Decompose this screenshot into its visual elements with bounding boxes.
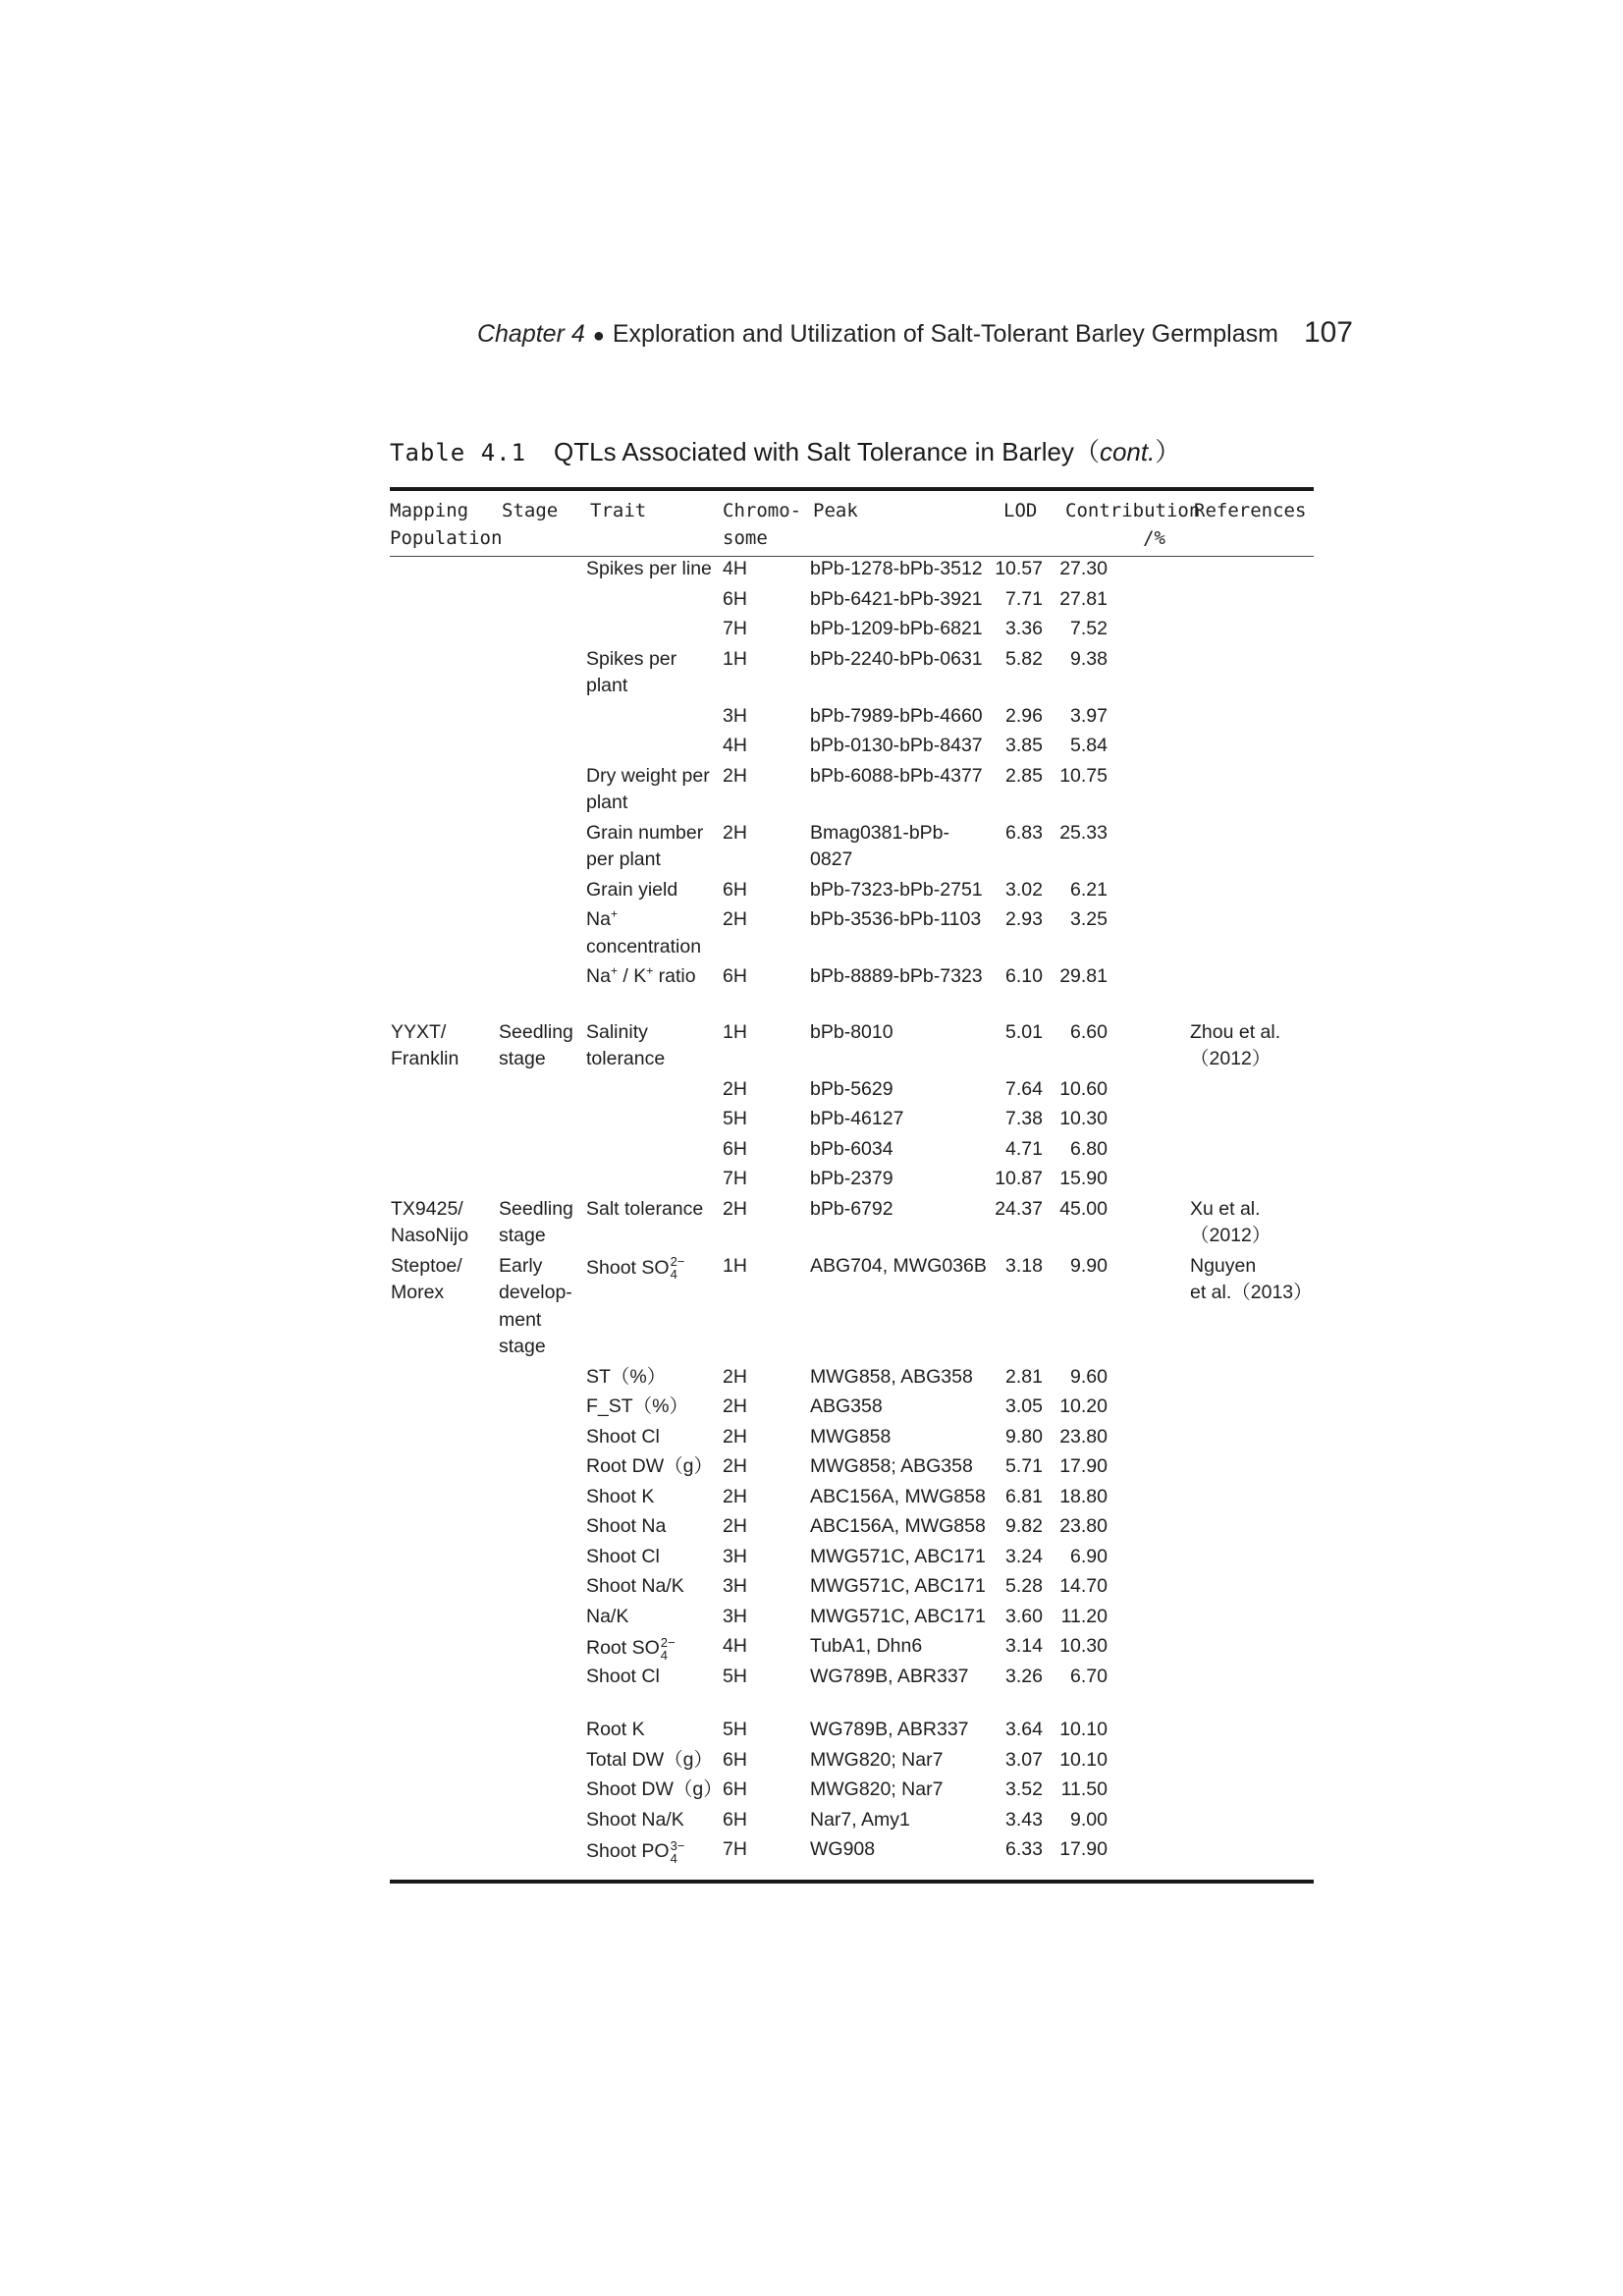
- ion-charge: [671, 1255, 685, 1281]
- trait-text: ratio: [653, 965, 696, 987]
- cell-trait: Salt tolerance: [586, 1197, 704, 1220]
- cell-lod: 24.37: [995, 1197, 1043, 1220]
- cell-contribution: 29.81: [1059, 965, 1108, 987]
- cell-trait: Grain number: [586, 821, 704, 844]
- cell-chromosome: 2H: [723, 1395, 747, 1417]
- cell-contribution: 23.80: [1059, 1515, 1108, 1537]
- cell-contribution: 5.84: [1070, 735, 1108, 756]
- cell-lod: 7.64: [1005, 1077, 1043, 1100]
- cell-population: YYXT/: [391, 1020, 447, 1043]
- cell-peak: MWG820; Nar7: [810, 1778, 944, 1800]
- cell-trait: Root K: [586, 1719, 645, 1740]
- cell-contribution: 27.81: [1059, 587, 1108, 610]
- cell-trait: Shoot Cl: [586, 1425, 660, 1448]
- cell-trait: plant: [586, 792, 628, 813]
- cell-peak: bPb-1278-bPb-3512: [810, 558, 983, 579]
- cell-lod: 3.64: [1005, 1719, 1043, 1740]
- cell-trait: F_ST（%）: [586, 1395, 689, 1417]
- cell-chromosome: 2H: [723, 1365, 747, 1388]
- cell-chromosome: 2H: [723, 1425, 747, 1448]
- header-contribution-line1: Contribution: [1065, 500, 1201, 521]
- cell-trait: ST（%）: [586, 1365, 667, 1388]
- cell-lod: 7.71: [1005, 587, 1043, 610]
- cell-chromosome: 5H: [723, 1665, 747, 1687]
- cell-trait: Shoot Cl: [586, 1545, 660, 1567]
- cell-peak: bPb-6034: [810, 1137, 893, 1160]
- cell-trait: Shoot Na: [586, 1515, 667, 1537]
- cont-open: （: [1073, 437, 1100, 466]
- cell-peak: WG789B, ABR337: [810, 1719, 969, 1740]
- cell-trait: [586, 1634, 676, 1662]
- cell-peak: MWG571C, ABC171: [810, 1545, 986, 1567]
- cell-trait: Root DW（g）: [586, 1455, 713, 1477]
- cell-contribution: 10.75: [1059, 764, 1108, 787]
- header-population-line1: Mapping: [390, 500, 469, 521]
- ion-superscript: 2−: [660, 1634, 676, 1650]
- cell-peak: ABC156A, MWG858: [810, 1515, 986, 1537]
- header-trait: Trait: [590, 500, 647, 521]
- cell-chromosome: 2H: [723, 821, 747, 844]
- cell-peak: ABG358: [810, 1395, 883, 1417]
- cell-contribution: 3.25: [1070, 908, 1108, 930]
- cell-lod: 3.26: [1005, 1665, 1043, 1687]
- cell-stage: Early: [499, 1254, 543, 1277]
- cell-contribution: 9.00: [1070, 1808, 1108, 1831]
- trait-text: Shoot SO: [586, 1256, 670, 1279]
- cell-stage: stage: [499, 1048, 546, 1069]
- cell-peak: bPb-3536-bPb-1103: [810, 908, 982, 930]
- cell-contribution: 10.30: [1059, 1108, 1108, 1129]
- cell-trait: Spikes per line: [586, 558, 712, 579]
- cell-reference: Zhou et al.: [1190, 1020, 1281, 1043]
- cell-contribution: 6.80: [1070, 1137, 1108, 1160]
- cell-chromosome: 6H: [723, 878, 747, 901]
- cell-peak: bPb-6088-bPb-4377: [810, 764, 983, 787]
- header-references: References: [1194, 500, 1307, 521]
- cell-peak: bPb-8889-bPb-7323: [810, 965, 983, 987]
- cell-contribution: 14.70: [1059, 1575, 1108, 1597]
- cell-contribution: 6.21: [1070, 878, 1108, 901]
- cell-chromosome: 1H: [723, 1254, 747, 1277]
- cell-lod: 3.85: [1005, 735, 1043, 756]
- cell-peak: bPb-46127: [810, 1108, 904, 1129]
- cell-contribution: 27.30: [1059, 558, 1108, 579]
- cell-contribution: 10.10: [1059, 1748, 1108, 1771]
- cell-lod: 5.82: [1005, 647, 1043, 670]
- cell-chromosome: 3H: [723, 1545, 747, 1567]
- cell-peak: bPb-5629: [810, 1077, 893, 1100]
- cell-chromosome: 2H: [723, 1515, 747, 1537]
- cell-peak: bPb-7989-bPb-4660: [810, 704, 983, 727]
- cell-chromosome: 3H: [723, 1575, 747, 1597]
- cell-peak: TubA1, Dhn6: [810, 1635, 923, 1657]
- trait-text: Na: [586, 965, 611, 987]
- cell-trait: concentration: [586, 935, 702, 957]
- cell-chromosome: 6H: [723, 1808, 747, 1831]
- cell-lod: 5.01: [1005, 1020, 1043, 1043]
- cell-trait: [586, 1837, 684, 1865]
- cell-population: Morex: [391, 1282, 445, 1303]
- cont-label: cont.: [1099, 437, 1156, 466]
- cell-reference: et al.（2013）: [1190, 1282, 1313, 1303]
- cell-lod: 3.05: [1005, 1395, 1043, 1417]
- cell-peak: MWG858; ABG358: [810, 1455, 973, 1477]
- cell-trait: Shoot Na/K: [586, 1808, 684, 1831]
- cell-contribution: 10.10: [1059, 1719, 1108, 1740]
- cell-chromosome: 4H: [723, 558, 747, 579]
- cell-contribution: 10.60: [1059, 1077, 1108, 1100]
- cell-lod: 6.81: [1005, 1485, 1043, 1507]
- cell-population: TX9425/: [391, 1197, 463, 1220]
- cell-lod: 3.36: [1005, 618, 1043, 639]
- ion-charge: [661, 1636, 676, 1662]
- cell-lod: 3.18: [1005, 1254, 1043, 1277]
- ion-charge: [671, 1839, 685, 1865]
- cell-chromosome: 5H: [723, 1108, 747, 1129]
- cell-stage: stage: [499, 1336, 546, 1357]
- cell-population: Steptoe/: [391, 1254, 462, 1277]
- cell-reference: Nguyen: [1190, 1254, 1257, 1277]
- cell-chromosome: 6H: [723, 587, 747, 610]
- cell-contribution: 6.60: [1070, 1020, 1108, 1043]
- cell-stage: Seedling: [499, 1197, 573, 1220]
- cell-contribution: 7.52: [1070, 618, 1108, 639]
- cell-stage: stage: [499, 1225, 546, 1246]
- cell-trait: Shoot Cl: [586, 1665, 660, 1687]
- cell-trait: [586, 905, 618, 933]
- cell-contribution: 9.90: [1070, 1254, 1108, 1277]
- cell-chromosome: 7H: [723, 1838, 747, 1860]
- cell-lod: 3.24: [1005, 1545, 1043, 1567]
- cell-chromosome: 7H: [723, 618, 747, 639]
- cell-stage: ment: [499, 1308, 542, 1331]
- cell-lod: 3.02: [1005, 878, 1043, 901]
- cell-peak: MWG571C, ABC171: [810, 1605, 986, 1627]
- cell-peak: bPb-6421-bPb-3921: [810, 587, 983, 610]
- trait-text: Na: [586, 908, 611, 930]
- cell-trait: per plant: [586, 848, 661, 870]
- cell-lod: 3.52: [1005, 1778, 1043, 1800]
- cell-trait: tolerance: [586, 1048, 666, 1069]
- cell-contribution: 6.70: [1070, 1665, 1108, 1687]
- trait-superscript: +: [610, 963, 618, 978]
- cell-peak: ABG704, MWG036B: [810, 1254, 987, 1277]
- cell-reference: （2012）: [1190, 1225, 1271, 1246]
- cell-lod: 10.57: [995, 558, 1043, 579]
- cell-lod: 4.71: [1005, 1137, 1043, 1160]
- header-stage: Stage: [502, 500, 559, 521]
- cell-chromosome: 6H: [723, 1137, 747, 1160]
- trait-superscript: +: [610, 906, 618, 921]
- cell-lod: 9.82: [1005, 1515, 1043, 1537]
- cell-lod: 9.80: [1005, 1425, 1043, 1448]
- cell-contribution: 17.90: [1059, 1838, 1108, 1860]
- cell-contribution: 10.20: [1059, 1395, 1108, 1417]
- cell-chromosome: 2H: [723, 1197, 747, 1220]
- trait-superscript: +: [646, 963, 654, 978]
- cell-stage: Seedling: [499, 1020, 573, 1043]
- cell-peak: Nar7, Amy1: [810, 1808, 910, 1831]
- bullet-glyph: ●: [592, 325, 605, 347]
- cell-trait: Shoot K: [586, 1485, 655, 1507]
- cell-chromosome: 6H: [723, 1778, 747, 1800]
- chapter-label: Chapter 4: [476, 320, 585, 348]
- cell-contribution: 25.33: [1059, 821, 1108, 844]
- cell-peak: MWG858: [810, 1425, 892, 1448]
- header-chromosome-line1: Chromo-: [723, 500, 802, 521]
- cell-chromosome: 1H: [723, 647, 747, 670]
- cell-peak: bPb-8010: [810, 1020, 893, 1043]
- cell-chromosome: 3H: [723, 1605, 747, 1627]
- cont-close: ）: [1155, 437, 1181, 466]
- cell-trait: Shoot Na/K: [586, 1575, 684, 1597]
- cell-contribution: 18.80: [1059, 1485, 1108, 1507]
- cell-trait: Na/K: [586, 1605, 629, 1627]
- cell-lod: 5.28: [1005, 1575, 1043, 1597]
- cell-trait: [586, 962, 696, 990]
- cell-chromosome: 7H: [723, 1168, 747, 1189]
- cell-lod: 3.43: [1005, 1808, 1043, 1831]
- cell-chromosome: 6H: [723, 1748, 747, 1771]
- cell-lod: 5.71: [1005, 1455, 1043, 1477]
- ion-superscript: 2−: [670, 1254, 685, 1270]
- cell-lod: 6.10: [1005, 965, 1043, 987]
- cell-trait: Shoot DW（g）: [586, 1778, 723, 1800]
- cell-reference: Xu et al.: [1190, 1197, 1261, 1220]
- cell-peak: bPb-2379: [810, 1168, 893, 1189]
- cell-lod: 7.38: [1005, 1108, 1043, 1129]
- header-contribution-line2: /%: [1143, 527, 1165, 549]
- cell-peak: bPb-6792: [810, 1197, 893, 1220]
- cell-chromosome: 4H: [723, 1635, 747, 1657]
- cell-lod: 6.83: [1005, 821, 1043, 844]
- header-chromosome-line2: some: [723, 527, 768, 549]
- cell-chromosome: 6H: [723, 965, 747, 987]
- cell-contribution: 9.60: [1070, 1365, 1108, 1388]
- header-lod: LOD: [1003, 500, 1038, 521]
- header-peak: Peak: [813, 500, 858, 521]
- cell-peak: MWG820; Nar7: [810, 1748, 944, 1771]
- cell-contribution: 3.97: [1070, 704, 1108, 727]
- cell-peak: MWG571C, ABC171: [810, 1575, 986, 1597]
- cell-contribution: 10.30: [1059, 1635, 1108, 1657]
- cell-chromosome: 2H: [723, 1455, 747, 1477]
- cell-lod: 2.93: [1005, 908, 1043, 930]
- cell-peak: bPb-7323-bPb-2751: [810, 878, 983, 901]
- cell-trait: Salinity: [586, 1020, 648, 1043]
- cell-contribution: 15.90: [1059, 1168, 1108, 1189]
- cell-stage: develop-: [499, 1282, 572, 1303]
- cell-contribution: 9.38: [1070, 647, 1108, 670]
- cell-chromosome: 4H: [723, 735, 747, 756]
- cell-peak: ABC156A, MWG858: [810, 1485, 986, 1507]
- ion-subscript: 4: [670, 1267, 677, 1283]
- cell-contribution: 17.90: [1059, 1455, 1108, 1477]
- cell-lod: 10.87: [995, 1168, 1043, 1189]
- ion-subscript: 4: [660, 1647, 669, 1663]
- table-bottom-rule: [390, 1880, 1314, 1884]
- cell-population: NasoNijo: [391, 1225, 469, 1246]
- cell-lod: 2.81: [1005, 1365, 1043, 1388]
- trait-text: Shoot PO: [586, 1840, 670, 1862]
- ion-subscript: 4: [670, 1850, 677, 1866]
- trait-text: Root SO: [586, 1637, 660, 1659]
- cell-trait: Total DW（g）: [586, 1748, 713, 1771]
- cell-chromosome: 2H: [723, 1485, 747, 1507]
- cell-contribution: 11.50: [1060, 1778, 1108, 1800]
- cell-chromosome: 2H: [723, 764, 747, 787]
- table-title: QTLs Associated with Salt Tolerance in Barley: [554, 437, 1074, 466]
- cell-trait: Dry weight per: [586, 764, 710, 787]
- cell-contribution: 23.80: [1059, 1425, 1108, 1448]
- cell-chromosome: 3H: [723, 704, 747, 727]
- cell-contribution: 45.00: [1059, 1197, 1108, 1220]
- chapter-title: Exploration and Utilization of Salt-Tolerant Barley Germplasm: [612, 320, 1278, 348]
- cell-lod: 2.96: [1005, 704, 1043, 727]
- cell-peak: MWG858, ABG358: [810, 1365, 973, 1388]
- cell-peak: WG908: [810, 1838, 876, 1860]
- cell-population: Franklin: [391, 1048, 460, 1069]
- cell-lod: 2.85: [1005, 764, 1043, 787]
- cell-peak: bPb-0130-bPb-8437: [810, 735, 983, 756]
- cell-peak: bPb-2240-bPb-0631: [810, 647, 983, 670]
- cell-lod: 6.33: [1005, 1838, 1043, 1860]
- cell-lod: 3.14: [1005, 1635, 1043, 1657]
- cell-peak: 0827: [810, 848, 853, 870]
- cell-peak: Bmag0381-bPb-: [810, 821, 950, 844]
- ion-superscript: 3−: [670, 1837, 685, 1853]
- header-population-line2: Population: [390, 527, 503, 549]
- cell-chromosome: 5H: [723, 1719, 747, 1740]
- cell-trait: [586, 1254, 684, 1282]
- cell-trait: Spikes per: [586, 647, 677, 670]
- cell-chromosome: 2H: [723, 1077, 747, 1100]
- cell-contribution: 11.20: [1060, 1605, 1108, 1627]
- cell-contribution: 6.90: [1070, 1545, 1108, 1567]
- table-number: Table 4.1: [390, 439, 527, 466]
- cell-peak: WG789B, ABR337: [810, 1665, 969, 1687]
- cell-lod: 3.07: [1005, 1748, 1043, 1771]
- cell-trait: plant: [586, 675, 628, 696]
- cell-trait: Grain yield: [586, 878, 678, 901]
- page-number: 107: [1303, 316, 1353, 349]
- trait-text: / K: [617, 965, 647, 987]
- cell-peak: bPb-1209-bPb-6821: [810, 618, 983, 639]
- cell-chromosome: 1H: [723, 1020, 747, 1043]
- cell-lod: 3.60: [1005, 1605, 1043, 1627]
- cell-reference: （2012）: [1190, 1048, 1271, 1069]
- cell-chromosome: 2H: [723, 908, 747, 930]
